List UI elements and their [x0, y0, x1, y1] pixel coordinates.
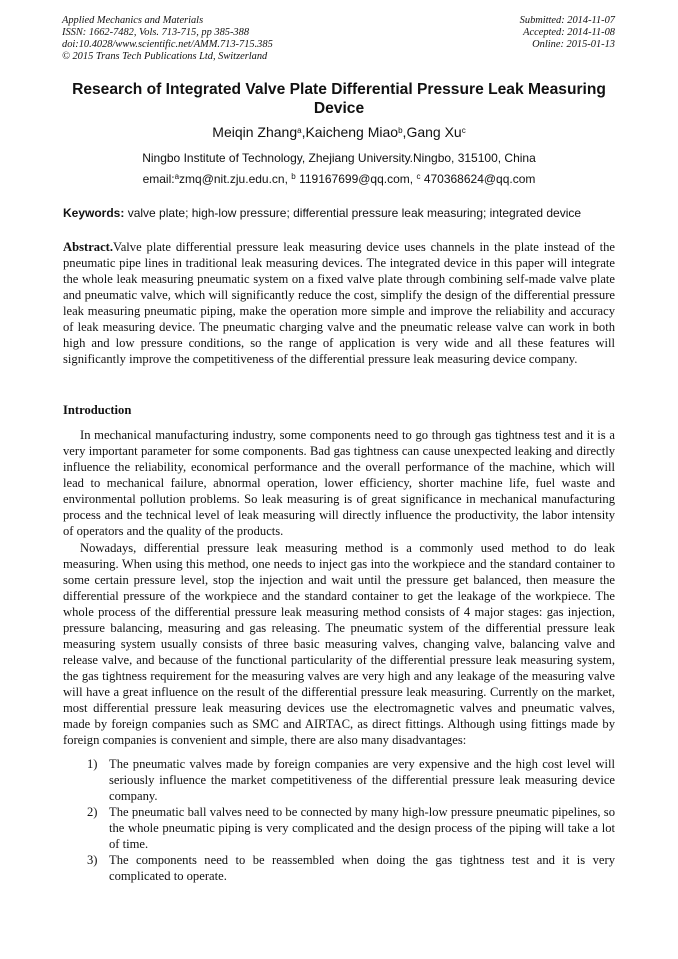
list-number: 1) — [87, 757, 98, 771]
list-item — [63, 852, 615, 884]
author-mark: b — [398, 126, 403, 135]
email-mark-c: c — [416, 172, 421, 181]
submitted-date: Submitted: 2014-11-07 — [519, 15, 615, 26]
author-separator: , — [301, 124, 306, 140]
email-a: zmq@nit.zju.edu.cn, — [179, 172, 288, 186]
author-mark: c — [461, 126, 466, 135]
keywords-line — [63, 206, 615, 221]
abstract-text: Valve plate differential pressure leak measuring device uses channels in the plate instead of the pneumatic pipe lines in traditional leak measuring devices. The integrated device in this paper will integrate the whole leak measuring pneumatic system on a fixed valve plate through combining self-made valve plate and pneumatic valve, which will significantly reduce the cost, simplify the design of the differential pressure leak measuring pneumatic piping, make the operation more simple and improve the reliability and accuracy of leak measuring device. The pneumatic charging valve and the pneumatic release valve can work in both high and low pressure conditions, so the range of application is very wide and all these features will significantly improve the competitiveness of the differential pressure leak measuring device company. — [63, 240, 615, 366]
author-name: Meiqin Zhang — [212, 124, 298, 140]
email-b: 119167699@qq.com, — [299, 172, 414, 186]
abstract-label: Abstract. — [63, 240, 114, 254]
doi-line: doi:10.4028/www.scientific.net/AMM.713-715.385 — [62, 39, 273, 50]
submission-dates — [520, 15, 615, 51]
author-name: Kaicheng Miao — [305, 124, 399, 140]
author-mark: a — [297, 126, 302, 135]
section-heading: Introduction — [63, 403, 132, 417]
list-number: 3) — [87, 853, 98, 867]
list-item — [63, 804, 615, 852]
email-c: 470368624@qq.com — [423, 172, 536, 186]
affiliation: Ningbo Institute of Technology, Zhejiang University.Ningbo, 315100, China — [142, 151, 536, 165]
list-text: The pneumatic ball valves need to be connected by many high-low pressure pneumatic pipelines, so the whole pneumatic piping is very complicated and the design process of the piping will take a lot of time. — [109, 805, 615, 851]
journal-info — [62, 15, 273, 63]
author-separator: , — [402, 124, 407, 140]
disadvantages-list — [63, 756, 615, 884]
journal-name: Applied Mechanics and Materials — [62, 15, 204, 26]
paper-title: Research of Integrated Valve Plate Differential Pressure Leak Measuring Device — [72, 81, 606, 117]
list-text: The pneumatic valves made by foreign companies are very expensive and the high cost level will seriously influence the market competitiveness of the differential pressure leak measuring device company. — [109, 757, 615, 803]
accepted-date: Accepted: 2014-11-08 — [523, 27, 615, 38]
list-number: 2) — [87, 805, 98, 819]
email-mark-a: a — [174, 172, 180, 181]
author-name: Gang Xu — [406, 124, 462, 140]
paragraph: In mechanical manufacturing industry, some components need to go through gas tightness test and it is a very important parameter for some components. Bad gas tightness can cause unexpected leaking and directly influence the reliability, economical performance and the overall performance of the machine, which will lead to mechanical failure, abnormal operation, lower efficiency, shorter machine life, fuel waste and environmental pollution problems. So leak measuring is of great significance in mechanical manufacturing process and the technical level of leak measuring will directly influence the productivity, the labor intensity of operators and the quality of the products. — [63, 428, 615, 538]
keywords-text: valve plate; high-low pressure; differential pressure leak measuring; integrated device — [127, 206, 582, 220]
author-list — [0, 124, 678, 141]
email-prefix: email: — [142, 172, 175, 186]
issn-line: ISSN: 1662-7482, Vols. 713-715, pp 385-388 — [62, 27, 250, 38]
keywords-label: Keywords: — [63, 206, 125, 220]
email-line — [0, 172, 678, 187]
online-date: Online: 2015-01-13 — [532, 39, 615, 50]
list-item — [63, 756, 615, 804]
list-text: The components need to be reassembled when doing the gas tightness test and it is very complicated to operate. — [109, 853, 615, 883]
copyright-line: © 2015 Trans Tech Publications Ltd, Switzerland — [62, 51, 268, 62]
paragraph: Nowadays, differential pressure leak measuring method is a commonly used method to do leak measuring. When using this method, one needs to inject gas into the workpiece and the standard container to some certain pressure level, stop the injection and wait until the pressure get balanced, then measure the differential pressure of the workpiece and the standard container to get the leakage of the workpiece. The whole process of the differential pressure leak measuring method consists of 4 major stages: gas injection, pressure balancing, measuring and gas releasing. The pneumatic system of the differential pressure leak measuring system usually consists of three basic measuring valves, changing valve, balancing valve and release valve, and because of the functional particularity of the differential pressure leak measuring system, the gas tightness requirement for the measuring valves are very high and any leakage of the measuring valve will have a great influence on the result of the differential pressure leak measuring. Currently on the market, most differential pressure leak measuring devices use the electromagnetic valves and pneumatic valves, made by foreign companies such as SMC and AIRTAC, as direct fittings. Although using fittings made by foreign companies is convenient and simple, there are also many disadvantages: — [63, 541, 615, 747]
abstract — [63, 239, 615, 367]
email-mark-b: b — [291, 172, 296, 181]
